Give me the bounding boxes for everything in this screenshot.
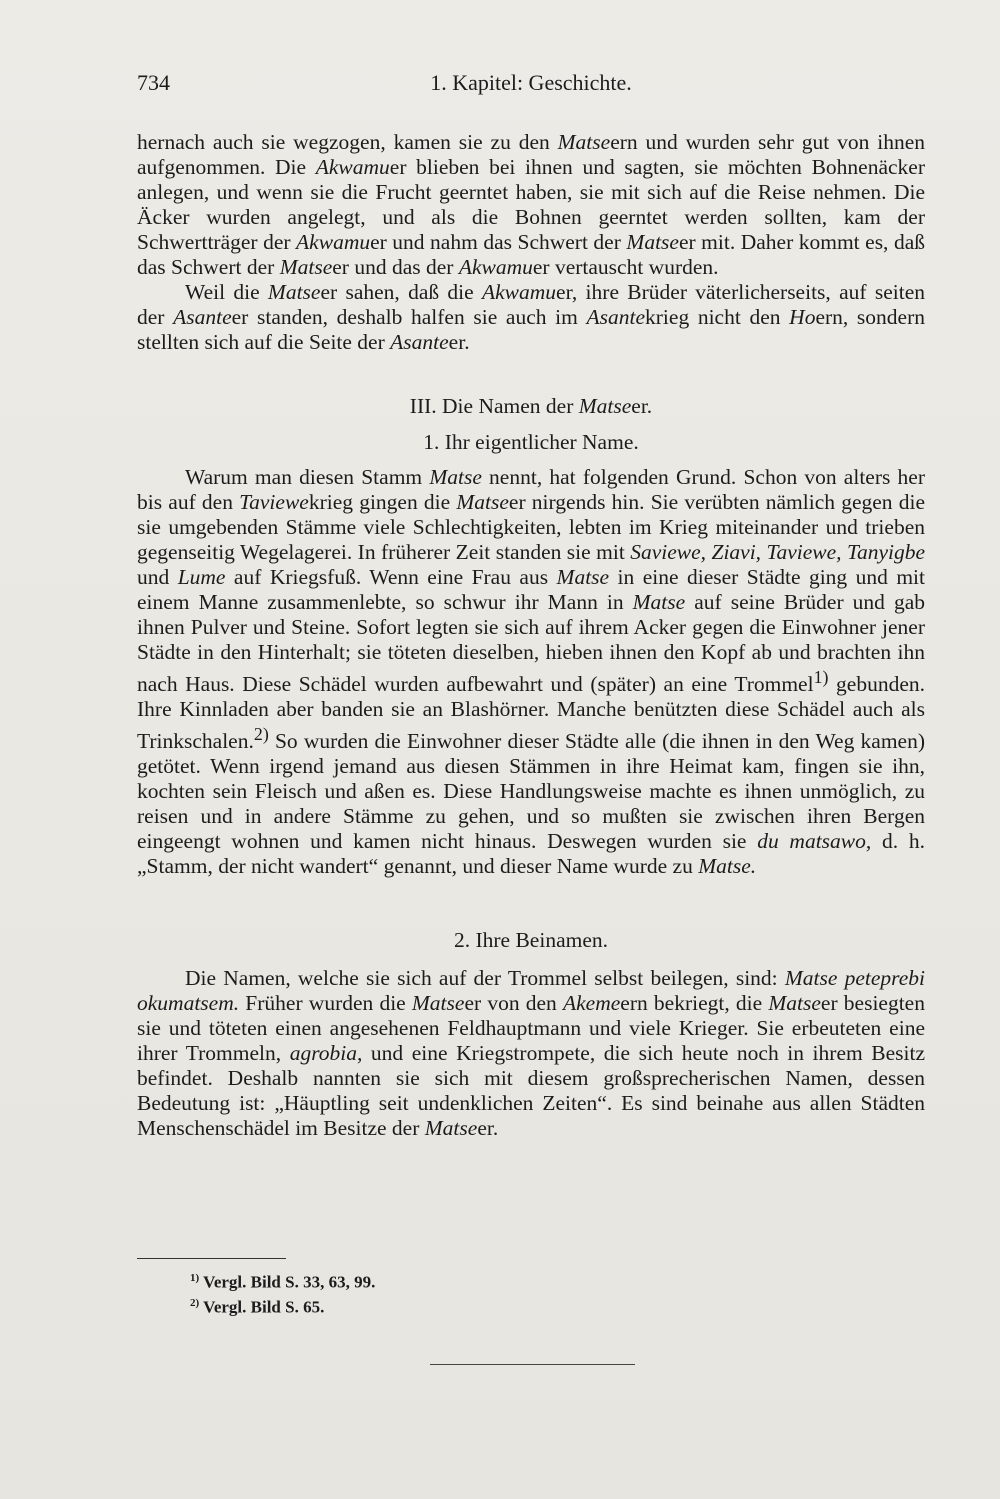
- footnote-divider: [137, 1258, 286, 1259]
- footnotes: [190, 1268, 790, 1317]
- page-end-rule: [430, 1364, 635, 1365]
- footnote-2: $^{2)}$ Vergl. Bild S. 65.: [190, 1296, 325, 1317]
- footnote-ref-2: 2): [253, 724, 269, 745]
- paragraph-4: Die Namen, welche sie sich auf der Trommel selbst beilegen, sind: Matse peteprebi okumatsem. Früher wurden die Matseer von den Akemeern bekriegt, die Matseer besiegten sie und töteten einen angesehenen Feldhauptmann und viele Krieger. Sie erbeuteten eine ihrer Trommeln, agrobia, und eine Kriegstrompete, die sich heute noch in ihrem Besitz befindet. Deshalb nannten sie sich mit diesem großsprecherischen Namen, dessen Bedeutung ist: „Häuptling seit undenklichen Zeiten“. Es sind beinahe aus allen Städten Menschenschädel im Besitze der Matseer.: [137, 966, 926, 1141]
- subsection-heading-2: 2. Ihre Beinamen.: [453, 928, 609, 953]
- footnote-1: $^{1)}$ Vergl. Bild S. 33, 63, 99.: [190, 1272, 376, 1292]
- page-number: 734: [137, 70, 170, 95]
- body-text: [137, 130, 925, 1141]
- paragraph-3: Warum man diesen Stamm Matse nennt, hat folgenden Grund. Schon von alters her bis auf den Taviewekrieg gingen die Matseer nirgends hin. Sie verübten nämlich gegen die sie umgebenden Stämme viele Schlechtigkeiten, lebten im Krieg miteinander und trieben gegenseitig Wegelagerei. In früherer Zeit standen sie mit Saviewe, Ziavi, Taviewe, Tanyigbe und Lume auf Kriegsfuß. Wenn eine Frau aus Matse in eine dieser Städte ging und mit einem Manne zusammenlebte, so schwur ihr Mann in Matse auf seine Brüder und gab ihnen Pulver und Steine. Sofort legten sie sich auf ihrem Acker gegen die Einwohner jener Städte in den Hinterhalt; sie töteten dieselben, hieben ihnen den Kopf ab und brachten ihn nach Haus. Diese Schädel wurden aufbewahrt und (später) an eine Trommel$^{1)}$ gebunden. Ihre Kinnladen aber banden sie an Blashörner. Manche benützten diese Schädel auch als Trinkschalen.$^{2)}$ So wurden die Einwohner dieser Städte alle (die ihnen in den Weg kamen) getötet. Wenn irgend jemand aus diesen Stämmen in ihre Heimat kam, fingen sie ihn, kochten sein Fleisch und aßen es. Diese Handlungsweise machte es ihnen unmöglich, zu reisen und in andere Stämme zu gehen, und so mußten sie zwischen ihren Bergen eingeengt wohnen und kamen nicht hinaus. Deswegen wurden sie du matsawo, d. h. „Stamm, der nicht wandert“ genannt, und dieser Name wurde zu Matse.: [137, 465, 926, 879]
- page-header: [137, 70, 925, 100]
- subsection-heading-1: 1. Ihr eigentlicher Name.: [423, 430, 639, 454]
- paragraph-2: Weil die Matseer sahen, daß die Akwamuer, ihre Brüder väterlicherseits, auf seiten der Asanteer standen, deshalb halfen sie auch im Asantekrieg nicht den Hoern, sondern stellten sich auf die Seite der Asanteer.: [137, 280, 925, 354]
- paragraph-1: hernach auch sie wegzogen, kamen sie zu den Matseern und wurden sehr gut von ihnen aufgenommen. Die Akwamuer blieben bei ihnen und sagten, sie möchten Bohnenäcker anlegen, und wenn sie die Frucht geerntet haben, sie mit sich auf die Reise nehmen. Die Äcker wurden angelegt, und als die Bohnen geerntet werden sollten, kam der Schwertträger der Akwamuer und nahm das Schwert der Matseer mit. Daher kommt es, daß das Schwert der Matseer und das der Akwamuer vertauscht wurden.: [137, 130, 925, 279]
- section-heading: III. Die Namen der Matseer.: [409, 394, 653, 418]
- footnote-ref-1: 1): [813, 667, 829, 687]
- running-head: 1. Kapitel: Geschichte.: [430, 70, 632, 95]
